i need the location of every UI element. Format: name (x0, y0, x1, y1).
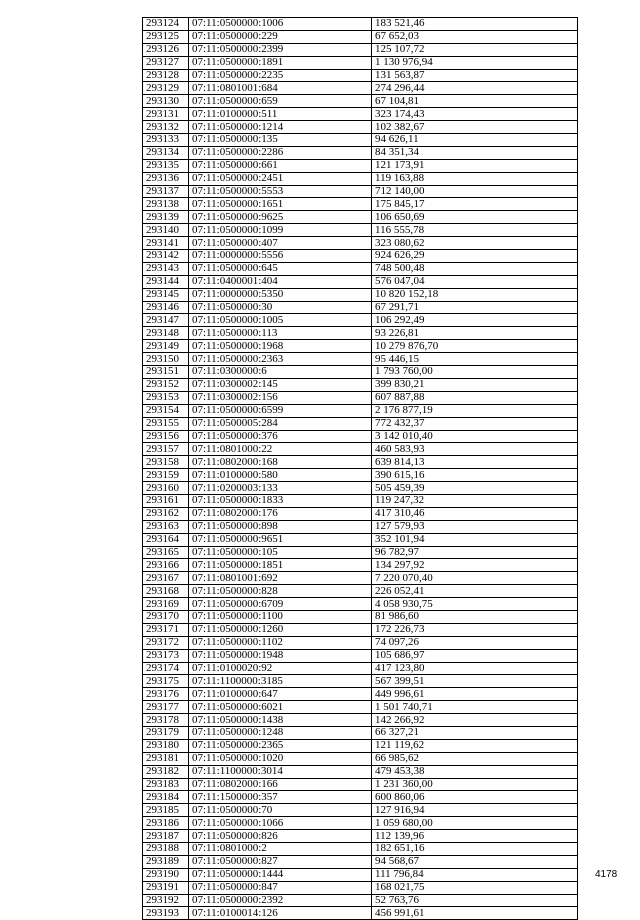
cadastral-number-cell: 07:11:0500000:827 (189, 855, 372, 868)
row-number-cell: 293162 (143, 507, 189, 520)
table-row (143, 752, 578, 765)
cadastral-number-cell: 07:11:0500000:376 (189, 430, 372, 443)
row-number-cell: 293156 (143, 430, 189, 443)
cadastral-number-cell: 07:11:0500000:5553 (189, 185, 372, 198)
cadastral-number-cell: 07:11:0500000:1968 (189, 340, 372, 353)
cadastral-value-cell: 1 231 360,00 (372, 778, 578, 791)
table-row (143, 456, 578, 469)
cadastral-value-cell: 142 266,92 (372, 714, 578, 727)
row-number-cell: 293189 (143, 855, 189, 868)
row-number-cell: 293136 (143, 172, 189, 185)
row-number-cell: 293157 (143, 443, 189, 456)
table-row (143, 778, 578, 791)
row-number-cell: 293161 (143, 494, 189, 507)
table-row (143, 585, 578, 598)
cadastral-number-cell: 07:11:0500000:105 (189, 546, 372, 559)
cadastral-number-cell: 07:11:0300000:6 (189, 366, 372, 379)
cadastral-number-cell: 07:11:0500000:826 (189, 830, 372, 843)
cadastral-number-cell: 07:11:0500000:9651 (189, 533, 372, 546)
cadastral-number-cell: 07:11:0500000:1891 (189, 56, 372, 69)
table-row (143, 43, 578, 56)
row-number-cell: 293144 (143, 275, 189, 288)
table-row (143, 121, 578, 134)
cadastral-number-cell: 07:11:0500000:2286 (189, 146, 372, 159)
row-number-cell: 293176 (143, 688, 189, 701)
row-number-cell: 293128 (143, 69, 189, 82)
row-number-cell: 293150 (143, 353, 189, 366)
table-row (143, 610, 578, 623)
table-row (143, 314, 578, 327)
cadastral-number-cell: 07:11:0500000:1099 (189, 224, 372, 237)
row-number-cell: 293151 (143, 366, 189, 379)
table-row (143, 159, 578, 172)
row-number-cell: 293172 (143, 636, 189, 649)
table-row (143, 95, 578, 108)
table-row (143, 533, 578, 546)
table-row (143, 662, 578, 675)
cadastral-value-cell: 274 296,44 (372, 82, 578, 95)
row-number-cell: 293184 (143, 791, 189, 804)
cadastral-number-cell: 07:11:0500000:6599 (189, 404, 372, 417)
row-number-cell: 293148 (143, 327, 189, 340)
table-row (143, 404, 578, 417)
cadastral-number-cell: 07:11:0500000:1214 (189, 121, 372, 134)
cadastral-number-cell: 07:11:0500000:1948 (189, 649, 372, 662)
row-number-cell: 293132 (143, 121, 189, 134)
table-row (143, 649, 578, 662)
cadastral-value-cell: 576 047,04 (372, 275, 578, 288)
row-number-cell: 293170 (143, 610, 189, 623)
cadastral-value-cell: 1 130 976,94 (372, 56, 578, 69)
cadastral-value-cell: 94 568,67 (372, 855, 578, 868)
cadastral-number-cell: 07:11:0500000:1020 (189, 752, 372, 765)
table-row (143, 572, 578, 585)
cadastral-number-cell: 07:11:0500000:113 (189, 327, 372, 340)
cadastral-value-cell: 94 626,11 (372, 134, 578, 147)
cadastral-value-cell: 121 119,62 (372, 739, 578, 752)
row-number-cell: 293178 (143, 714, 189, 727)
table-row (143, 391, 578, 404)
cadastral-value-cell: 93 226,81 (372, 327, 578, 340)
table-row (143, 791, 578, 804)
cadastral-number-cell: 07:11:0500000:1006 (189, 18, 372, 31)
table-row (143, 469, 578, 482)
cadastral-number-cell: 07:11:0500000:1005 (189, 314, 372, 327)
row-number-cell: 293133 (143, 134, 189, 147)
cadastral-number-cell: 07:11:0500000:1100 (189, 610, 372, 623)
table-row (143, 817, 578, 830)
cadastral-value-cell: 52 763,76 (372, 894, 578, 907)
table-row (143, 881, 578, 894)
cadastral-value-cell: 67 291,71 (372, 301, 578, 314)
table-row (143, 146, 578, 159)
table-row (143, 855, 578, 868)
cadastral-value-cell: 182 651,16 (372, 843, 578, 856)
table-row (143, 56, 578, 69)
cadastral-value-cell: 67 652,03 (372, 30, 578, 43)
cadastral-number-cell: 07:11:0300002:156 (189, 391, 372, 404)
table-row (143, 301, 578, 314)
cadastral-value-cell: 10 279 876,70 (372, 340, 578, 353)
cadastral-number-cell: 07:11:0100000:511 (189, 108, 372, 121)
table-row (143, 765, 578, 778)
row-number-cell: 293168 (143, 585, 189, 598)
cadastral-value-cell: 449 996,61 (372, 688, 578, 701)
cadastral-number-cell: 07:11:0500000:407 (189, 237, 372, 250)
row-number-cell: 293134 (143, 146, 189, 159)
cadastral-number-cell: 07:11:0500000:1444 (189, 868, 372, 881)
cadastral-value-cell: 1 793 760,00 (372, 366, 578, 379)
cadastral-number-cell: 07:11:0801001:692 (189, 572, 372, 585)
table-row (143, 340, 578, 353)
row-number-cell: 293174 (143, 662, 189, 675)
table-row (143, 675, 578, 688)
cadastral-value-cell: 106 292,49 (372, 314, 578, 327)
table-row (143, 482, 578, 495)
table-row (143, 211, 578, 224)
table-row (143, 327, 578, 340)
row-number-cell: 293127 (143, 56, 189, 69)
cadastral-value-cell: 112 139,96 (372, 830, 578, 843)
row-number-cell: 293155 (143, 417, 189, 430)
cadastral-value-cell: 924 626,29 (372, 250, 578, 263)
table-row (143, 108, 578, 121)
table-row (143, 378, 578, 391)
row-number-cell: 293187 (143, 830, 189, 843)
cadastral-value-cell: 10 820 152,18 (372, 288, 578, 301)
cadastral-value-cell: 748 500,48 (372, 262, 578, 275)
table-row (143, 353, 578, 366)
cadastral-value-cell: 119 163,88 (372, 172, 578, 185)
row-number-cell: 293180 (143, 739, 189, 752)
table-row (143, 69, 578, 82)
table-row (143, 237, 578, 250)
row-number-cell: 293143 (143, 262, 189, 275)
table-body (143, 18, 578, 920)
row-number-cell: 293163 (143, 520, 189, 533)
table-row (143, 804, 578, 817)
cadastral-number-cell: 07:11:0500000:1438 (189, 714, 372, 727)
cadastral-value-cell: 106 650,69 (372, 211, 578, 224)
cadastral-number-cell: 07:11:0500000:1260 (189, 623, 372, 636)
row-number-cell: 293164 (143, 533, 189, 546)
cadastral-number-cell: 07:11:0500000:6709 (189, 598, 372, 611)
cadastral-number-cell: 07:11:0500000:1833 (189, 494, 372, 507)
table-row (143, 507, 578, 520)
cadastral-number-cell: 07:11:1100000:3014 (189, 765, 372, 778)
cadastral-number-cell: 07:11:0500000:1651 (189, 198, 372, 211)
row-number-cell: 293142 (143, 250, 189, 263)
table-row (143, 262, 578, 275)
table-row (143, 688, 578, 701)
table-row (143, 430, 578, 443)
row-number-cell: 293126 (143, 43, 189, 56)
cadastral-value-cell: 352 101,94 (372, 533, 578, 546)
row-number-cell: 293130 (143, 95, 189, 108)
table-row (143, 494, 578, 507)
cadastral-number-cell: 07:11:0500000:1066 (189, 817, 372, 830)
row-number-cell: 293125 (143, 30, 189, 43)
cadastral-number-cell: 07:11:0100014:126 (189, 907, 372, 920)
cadastral-number-cell: 07:11:0802000:176 (189, 507, 372, 520)
table-row (143, 30, 578, 43)
table-row (143, 250, 578, 263)
cadastral-value-cell: 712 140,00 (372, 185, 578, 198)
cadastral-number-cell: 07:11:0300002:145 (189, 378, 372, 391)
cadastral-value-cell: 505 459,39 (372, 482, 578, 495)
row-number-cell: 293181 (143, 752, 189, 765)
cadastral-value-cell: 74 097,26 (372, 636, 578, 649)
cadastral-value-cell: 399 830,21 (372, 378, 578, 391)
cadastral-value-cell: 567 399,51 (372, 675, 578, 688)
cadastral-number-cell: 07:11:0500000:30 (189, 301, 372, 314)
cadastral-value-cell: 119 247,32 (372, 494, 578, 507)
cadastral-value-cell: 479 453,38 (372, 765, 578, 778)
cadastral-number-cell: 07:11:0500000:2235 (189, 69, 372, 82)
cadastral-value-cell: 456 991,61 (372, 907, 578, 920)
cadastral-number-cell: 07:11:0500000:2399 (189, 43, 372, 56)
table-row (143, 224, 578, 237)
cadastral-number-cell: 07:11:0802000:168 (189, 456, 372, 469)
cadastral-number-cell: 07:11:0500000:2365 (189, 739, 372, 752)
table-row (143, 830, 578, 843)
cadastral-number-cell: 07:11:0500000:1102 (189, 636, 372, 649)
cadastral-number-cell: 07:11:0500000:2392 (189, 894, 372, 907)
cadastral-value-cell: 172 226,73 (372, 623, 578, 636)
cadastral-value-cell: 639 814,13 (372, 456, 578, 469)
page-number: 4178 (595, 869, 618, 880)
row-number-cell: 293129 (143, 82, 189, 95)
row-number-cell: 293173 (143, 649, 189, 662)
cadastral-number-cell: 07:11:0400001:404 (189, 275, 372, 288)
cadastral-value-cell: 417 310,46 (372, 507, 578, 520)
table-row (143, 714, 578, 727)
row-number-cell: 293165 (143, 546, 189, 559)
cadastral-number-cell: 07:11:0500000:659 (189, 95, 372, 108)
cadastral-value-cell: 323 174,43 (372, 108, 578, 121)
cadastral-number-cell: 07:11:0100020:92 (189, 662, 372, 675)
cadastral-number-cell: 07:11:0500000:898 (189, 520, 372, 533)
cadastral-value-cell: 116 555,78 (372, 224, 578, 237)
cadastral-value-cell: 3 142 010,40 (372, 430, 578, 443)
row-number-cell: 293153 (143, 391, 189, 404)
row-number-cell: 293124 (143, 18, 189, 31)
row-number-cell: 293183 (143, 778, 189, 791)
cadastral-value-cell: 607 887,88 (372, 391, 578, 404)
table-row (143, 907, 578, 920)
cadastral-number-cell: 07:11:0500000:661 (189, 159, 372, 172)
row-number-cell: 293167 (143, 572, 189, 585)
cadastral-value-cell: 105 686,97 (372, 649, 578, 662)
cadastral-number-cell: 07:11:1100000:3185 (189, 675, 372, 688)
table-row (143, 868, 578, 881)
cadastral-value-cell: 134 297,92 (372, 559, 578, 572)
row-number-cell: 293145 (143, 288, 189, 301)
row-number-cell: 293147 (143, 314, 189, 327)
cadastral-value-cell: 417 123,80 (372, 662, 578, 675)
table-row (143, 701, 578, 714)
cadastral-number-cell: 07:11:0801000:2 (189, 843, 372, 856)
row-number-cell: 293177 (143, 701, 189, 714)
cadastral-value-cell: 390 615,16 (372, 469, 578, 482)
cadastral-number-cell: 07:11:0500000:9625 (189, 211, 372, 224)
cadastral-value-cell: 84 351,34 (372, 146, 578, 159)
table-row (143, 520, 578, 533)
table-row (143, 546, 578, 559)
cadastral-number-cell: 07:11:0500000:1248 (189, 726, 372, 739)
cadastral-value-cell: 460 583,93 (372, 443, 578, 456)
cadastral-number-cell: 07:11:0500000:135 (189, 134, 372, 147)
row-number-cell: 293135 (143, 159, 189, 172)
table-row (143, 275, 578, 288)
cadastral-number-cell: 07:11:0802000:166 (189, 778, 372, 791)
table-row (143, 172, 578, 185)
row-number-cell: 293182 (143, 765, 189, 778)
row-number-cell: 293191 (143, 881, 189, 894)
row-number-cell: 293139 (143, 211, 189, 224)
table-row (143, 18, 578, 31)
cadastral-value-cell: 131 563,87 (372, 69, 578, 82)
row-number-cell: 293193 (143, 907, 189, 920)
row-number-cell: 293138 (143, 198, 189, 211)
cadastral-number-cell: 07:11:0500000:847 (189, 881, 372, 894)
row-number-cell: 293188 (143, 843, 189, 856)
row-number-cell: 293179 (143, 726, 189, 739)
table-row (143, 288, 578, 301)
cadastral-value-cell: 4 058 930,75 (372, 598, 578, 611)
table-row (143, 443, 578, 456)
table-row (143, 598, 578, 611)
cadastral-number-cell: 07:11:0801000:22 (189, 443, 372, 456)
row-number-cell: 293190 (143, 868, 189, 881)
row-number-cell: 293141 (143, 237, 189, 250)
cadastral-number-cell: 07:11:0500000:828 (189, 585, 372, 598)
cadastral-value-cell: 81 986,60 (372, 610, 578, 623)
cadastral-value-cell: 66 985,62 (372, 752, 578, 765)
cadastral-value-cell: 67 104,81 (372, 95, 578, 108)
cadastral-number-cell: 07:11:0500000:70 (189, 804, 372, 817)
row-number-cell: 293171 (143, 623, 189, 636)
cadastral-value-cell: 127 916,94 (372, 804, 578, 817)
table-row (143, 198, 578, 211)
cadastral-value-table (142, 17, 578, 920)
table-row (143, 894, 578, 907)
cadastral-value-cell: 127 579,93 (372, 520, 578, 533)
cadastral-value-cell: 772 432,37 (372, 417, 578, 430)
row-number-cell: 293137 (143, 185, 189, 198)
table-row (143, 366, 578, 379)
cadastral-number-cell: 07:11:0500005:284 (189, 417, 372, 430)
table-row (143, 623, 578, 636)
cadastral-value-cell: 96 782,97 (372, 546, 578, 559)
table-row (143, 82, 578, 95)
table-row (143, 417, 578, 430)
row-number-cell: 293149 (143, 340, 189, 353)
cadastral-value-cell: 1 059 680,00 (372, 817, 578, 830)
cadastral-value-cell: 125 107,72 (372, 43, 578, 56)
cadastral-number-cell: 07:11:0500000:2363 (189, 353, 372, 366)
row-number-cell: 293152 (143, 378, 189, 391)
row-number-cell: 293131 (143, 108, 189, 121)
cadastral-number-cell: 07:11:0801001:684 (189, 82, 372, 95)
cadastral-value-cell: 95 446,15 (372, 353, 578, 366)
cadastral-value-cell: 226 052,41 (372, 585, 578, 598)
table-row (143, 134, 578, 147)
cadastral-number-cell: 07:11:0100000:580 (189, 469, 372, 482)
row-number-cell: 293146 (143, 301, 189, 314)
cadastral-value-cell: 7 220 070,40 (372, 572, 578, 585)
row-number-cell: 293160 (143, 482, 189, 495)
cadastral-value-cell: 183 521,46 (372, 18, 578, 31)
cadastral-value-cell: 1 501 740,71 (372, 701, 578, 714)
table-row (143, 726, 578, 739)
table-row (143, 185, 578, 198)
cadastral-number-cell: 07:11:0000000:5350 (189, 288, 372, 301)
cadastral-value-cell: 121 173,91 (372, 159, 578, 172)
table-row (143, 739, 578, 752)
row-number-cell: 293175 (143, 675, 189, 688)
table-row (143, 559, 578, 572)
cadastral-number-cell: 07:11:0500000:229 (189, 30, 372, 43)
row-number-cell: 293158 (143, 456, 189, 469)
cadastral-number-cell: 07:11:0100000:647 (189, 688, 372, 701)
cadastral-value-cell: 66 327,21 (372, 726, 578, 739)
cadastral-number-cell: 07:11:0000000:5556 (189, 250, 372, 263)
cadastral-value-cell: 111 796,84 (372, 868, 578, 881)
cadastral-value-cell: 323 080,62 (372, 237, 578, 250)
cadastral-value-cell: 168 021,75 (372, 881, 578, 894)
row-number-cell: 293159 (143, 469, 189, 482)
row-number-cell: 293140 (143, 224, 189, 237)
cadastral-number-cell: 07:11:1500000:357 (189, 791, 372, 804)
cadastral-number-cell: 07:11:0500000:6021 (189, 701, 372, 714)
table-row (143, 843, 578, 856)
cadastral-value-cell: 102 382,67 (372, 121, 578, 134)
row-number-cell: 293186 (143, 817, 189, 830)
cadastral-value-cell: 175 845,17 (372, 198, 578, 211)
cadastral-number-cell: 07:11:0500000:645 (189, 262, 372, 275)
row-number-cell: 293192 (143, 894, 189, 907)
cadastral-value-cell: 600 860,06 (372, 791, 578, 804)
row-number-cell: 293185 (143, 804, 189, 817)
table-row (143, 636, 578, 649)
cadastral-number-cell: 07:11:0500000:1851 (189, 559, 372, 572)
cadastral-number-cell: 07:11:0200003:133 (189, 482, 372, 495)
row-number-cell: 293154 (143, 404, 189, 417)
row-number-cell: 293169 (143, 598, 189, 611)
cadastral-value-cell: 2 176 877,19 (372, 404, 578, 417)
row-number-cell: 293166 (143, 559, 189, 572)
cadastral-number-cell: 07:11:0500000:2451 (189, 172, 372, 185)
